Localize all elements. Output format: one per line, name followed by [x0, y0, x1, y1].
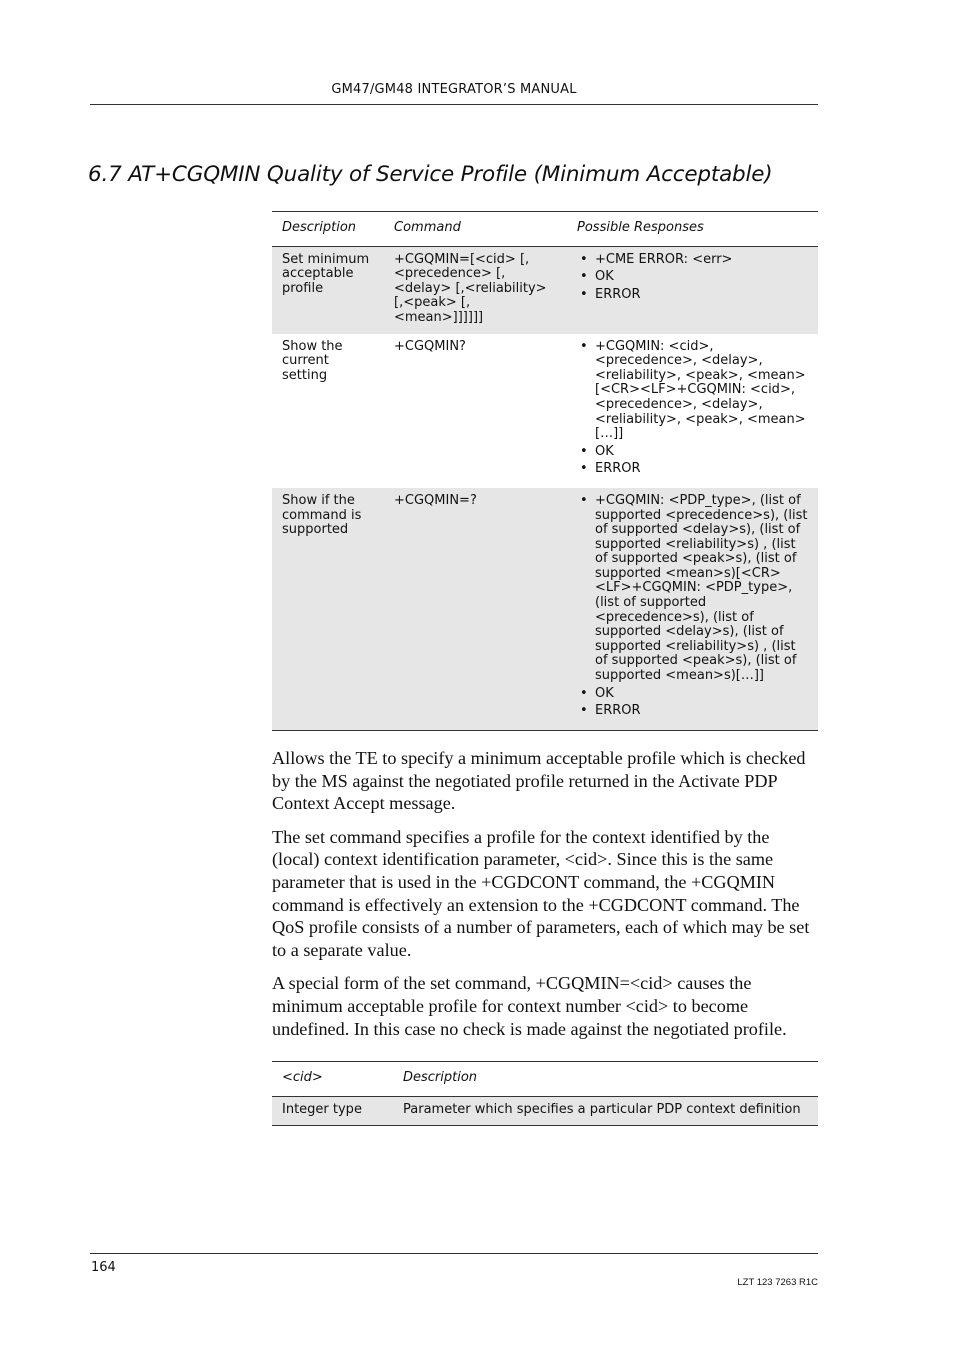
table-row — [272, 488, 818, 730]
paragraph: Allows the TE to specify a minimum acceptable profile which is checked by the MS against the negotiated profile returned in the Activate PDP Context Accept message. — [272, 748, 806, 814]
row-command: +CGQMIN=? — [384, 488, 567, 730]
response-item: • +CGQMIN: <cid>, <precedence>, <delay>, <reliability>, <peak>, <mean>[<CR><LF>+CGQMIN: <cid>, <precedence>, <delay>, <reliability>, <peak>, <mean>[…]] — [577, 340, 808, 442]
command-table — [272, 211, 818, 731]
response-item: • OK — [577, 687, 808, 702]
section-title: 6.7 AT+CGQMIN Quality of Service Profile (Minimum Acceptable) — [88, 162, 773, 187]
row-responses — [567, 488, 818, 730]
row-responses — [567, 246, 818, 333]
response-list — [577, 340, 808, 477]
response-item: • ERROR — [577, 288, 808, 303]
response-item: • ERROR — [577, 704, 808, 719]
param-type: Integer type — [272, 1096, 393, 1126]
row-command: +CGQMIN? — [394, 338, 466, 354]
row-description: Show if the command is supported — [272, 488, 384, 730]
table-row — [272, 246, 818, 333]
response-list — [577, 494, 808, 719]
header-description: Description — [393, 1062, 818, 1097]
row-command: +CGQMIN=[<cid> [,<precedence> [,<delay> [,<reliability> [,<peak> [,<mean>]]]]]] — [384, 246, 567, 333]
header-cid: <cid> — [272, 1062, 393, 1097]
cid-parameter-table — [272, 1061, 818, 1126]
row-responses — [567, 334, 818, 488]
response-list — [577, 253, 808, 303]
response-item: • OK — [577, 270, 808, 285]
response-item: • ERROR — [577, 462, 808, 477]
body-text — [272, 747, 818, 1051]
header-description: Description — [272, 212, 384, 247]
paragraph: The set command specifies a profile for the context identified by the (local) context identification parameter, <cid>. Since this is the same parameter that is used in the +CGDCONT command, the +CGQMIN command is effectively an extension to the +CGDCONT command. The QoS profile consists of a number of parameters, each of which may be set to a separate value. — [272, 826, 810, 960]
row-description: Show the current setting — [282, 338, 343, 383]
paragraph: A special form of the set command, +CGQMIN=<cid> causes the minimum acceptable profile for context number <cid> to become undefined. In this case no check is made against the negotiated profile. — [272, 973, 787, 1039]
cid-table-header-row — [272, 1062, 818, 1097]
row-description: Set minimum acceptable profile — [272, 246, 384, 333]
header-rule — [90, 104, 818, 105]
param-description: Parameter which specifies a particular PDP context definition — [393, 1096, 818, 1126]
document-id: LZT 123 7263 R1C — [737, 1277, 818, 1288]
page-number: 164 — [91, 1260, 116, 1275]
response-item: • OK — [577, 445, 808, 460]
table-row — [272, 1096, 818, 1126]
command-table-header-row — [272, 212, 818, 247]
response-item: • +CME ERROR: <err> — [577, 253, 808, 268]
header-command: Command — [384, 212, 567, 247]
running-header: GM47/GM48 INTEGRATOR’S MANUAL — [331, 82, 577, 97]
footer-rule — [90, 1253, 818, 1254]
header-possible-responses: Possible Responses — [567, 212, 818, 247]
table-row — [272, 334, 818, 488]
response-item: • +CGQMIN: <PDP_type>, (list of supported <precedence>s), (list of supported <delay>s), (list of supported <reliability>s) , (list of supported <peak>s), (list of supported <mean>s)[<CR><LF>+CGQMIN: <PDP_type>, (list of supported <precedence>s), (list of supported <delay>s), (list of supported <reliability>s) , (list of supported <peak>s), (list of supported <mean>s)[…]] — [577, 494, 808, 684]
